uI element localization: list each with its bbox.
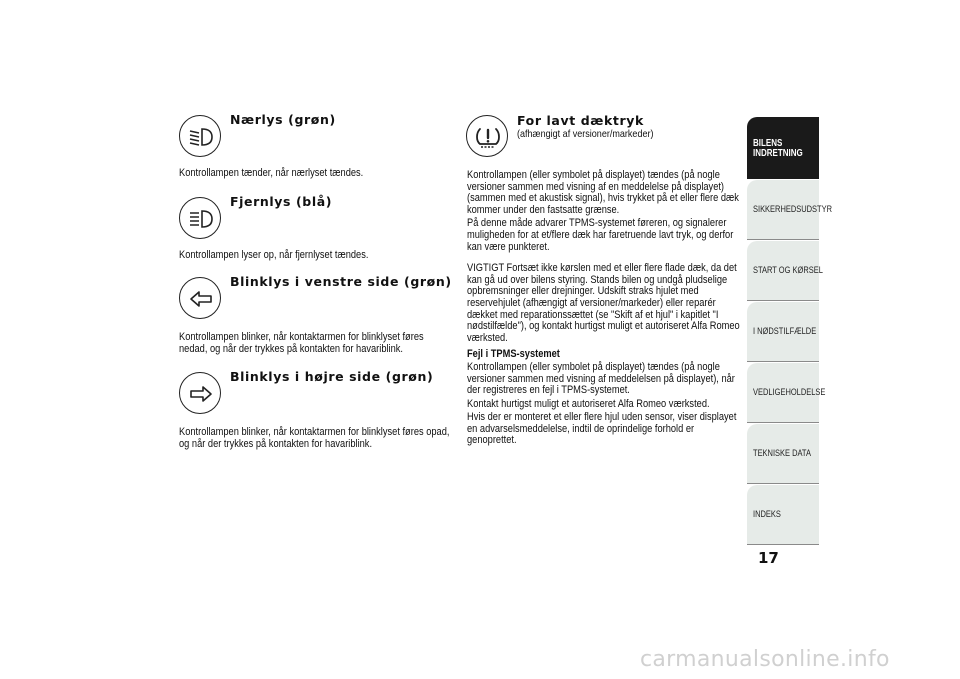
watermark: carmanualsonline.info (640, 647, 890, 672)
tab-label: INDEKS (753, 508, 781, 520)
section-text-low-beam: Kontrollampen tænder, når nærlyset tændes. (179, 167, 364, 179)
tire-pressure-warning-icon (466, 115, 508, 157)
tab-indeks[interactable] (747, 485, 819, 545)
tab-label: SIKKERHEDSUDSTYR (753, 203, 833, 215)
tpms-paragraph: Kontrollampen (eller symbolet på displayet) tændes (på nogle versioner sammen med visning af en meddelelse på displayet) (sammen med et akustisk signal), hvis trykket på et eller flere dæk kommer under den fastsatte grænse. (467, 169, 739, 216)
tab-label: VEDLIGEHOLDELSE (753, 386, 826, 398)
tpms-paragraph: På denne måde advarer TPMS-systemet føreren, og signalerer muligheden for at et/flere dæk har faretruende lavt tryk, og derfor kan være punkteret. (467, 217, 734, 253)
tab-label: TEKNISKE DATA (753, 447, 811, 459)
page-number: 17 (758, 549, 779, 567)
tab-sikkerhedsudstyr[interactable] (747, 180, 833, 240)
tab-tekniske-data[interactable] (747, 424, 819, 484)
high-beam-icon (179, 197, 221, 239)
section-title-high-beam: Fjernlys (blå) (230, 194, 333, 209)
section-text-high-beam: Kontrollampen lyser op, når fjernlyset tændes. (179, 249, 369, 261)
tab-bilens-indretning[interactable] (747, 117, 819, 179)
tpms-fault-paragraph: Kontrollampen (eller symbolet på displayet) tændes (på nogle versioner sammen med visning af meddelelsen på displayet), når der registreres en fejl i TPMS-systemet. (467, 360, 735, 397)
tab-i-nodstilfaelde[interactable] (747, 302, 819, 362)
low-beam-icon (179, 115, 221, 157)
tpms-title: For lavt dæktryk (517, 113, 644, 128)
tpms-subtitle: (afhængigt af versioner/markeder) (517, 128, 654, 140)
section-title-left-turn: Blinklys i venstre side (grøn) (230, 274, 452, 289)
tpms-fault-heading: Fejl i TPMS-systemet (467, 348, 560, 361)
tpms-important-paragraph: VIGTIGT Fortsæt ikke kørslen med et eller flere flade dæk, da det kan gå ud over bilens styring. Stands bilen og undgå pludselige opbremsninger eller drejninger. Udskift straks hjulet med reservehjulet (afhængigt af versioner/markeder) eller reparér dækket med reparationssættet (se "Skift af et hjul" i kapitlet "I nødstilfælde"), og kontakt hurtigst muligt et autoriseret Alfa Romeo værksted. (467, 262, 740, 344)
tpms-body (467, 170, 744, 447)
section-title-low-beam: Nærlys (grøn) (230, 112, 336, 127)
tab-vedligeholdelse[interactable] (747, 363, 826, 423)
tab-label: I NØDSTILFÆLDE (753, 325, 817, 337)
section-title-right-turn: Blinklys i højre side (grøn) (230, 369, 434, 384)
right-arrow-icon (179, 372, 221, 414)
section-text-left-turn: Kontrollampen blinker, når kontaktarmen for blinklyset føres nedad, og når der trykkes på kontakten for havariblink. (179, 331, 424, 355)
left-arrow-icon (179, 277, 221, 319)
tpms-fault-paragraph: Hvis der er monteret et eller flere hjul uden sensor, viser displayet en advarselsmeddelelse, indtil de oprindelige forhold er genoprettet. (467, 411, 737, 447)
tab-label: START OG KØRSEL (753, 264, 823, 276)
tpms-fault-paragraph: Kontakt hurtigst muligt et autoriseret Alfa Romeo værksted. (467, 397, 710, 410)
section-text-right-turn: Kontrollampen blinker, når kontaktarmen for blinklyset føres opad, og når der trykkes på kontakten for havariblink. (179, 426, 450, 450)
tab-label: BILENS INDRETNING (753, 138, 803, 159)
tab-start-og-korsel[interactable] (747, 241, 823, 301)
